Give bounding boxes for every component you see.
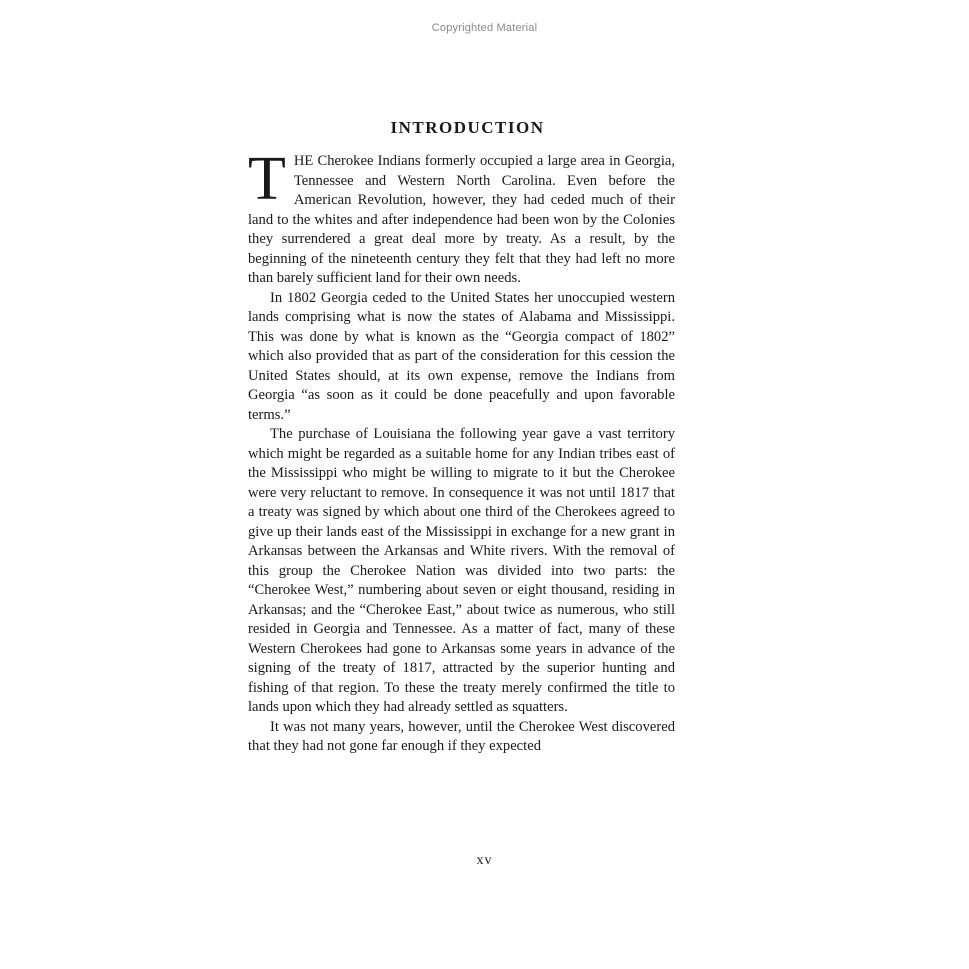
first-paragraph bbox=[248, 145, 675, 289]
paragraph-3: The purchase of Louisiana the following year gave a vast territory which might be regarded as a suitable home for any Indian tribes east of the Mississippi who might be willing to migrate to it but the Cherokee were very reluctant to remove. In consequence it was not until 1817 that a treaty was signed by which about one third of the Cherokees agreed to give up their lands east of the Mississippi in exchange for a new grant in Arkansas between the Arkansas and White rivers. With the removal of this group the Cherokee Nation was divided into two parts: the “Cherokee West,” numbering about seven or eight thousand, residing in Arkansas; and the “Cherokee East,” about twice as numerous, who still resided in Georgia and Tennessee. As a matter of fact, many of these Western Cherokees had gone to Arkansas some years in advance of the signing of the treaty of 1817, attracted by the superior hunting and fishing of that region. To these the treaty merely confirmed the title to lands upon which they had already settled as squatters. bbox=[248, 426, 675, 715]
drop-cap: T bbox=[248, 145, 286, 213]
page-body bbox=[248, 118, 675, 757]
page-number: xv bbox=[476, 853, 493, 868]
first-paragraph-text bbox=[248, 145, 675, 289]
copyright-watermark: Copyrighted Material bbox=[431, 22, 538, 34]
first-paragraph-rest: HE Cherokee Indians formerly occupied a large area in Georgia, Tennessee and Western North Carolina. Even before the American Revolution, however, they had ceded much of their land to the whites and after independence had been won by the Colonies they surrendered a great deal more by treaty. As a result, by the beginning of the nineteenth century they felt that they had left no more than barely sufficient land for their own needs. bbox=[248, 153, 675, 286]
paragraph-2: In 1802 Georgia ceded to the United States her unoccupied western lands comprising what is now the states of Alabama and Mississippi. This was done by what is known as the “Georgia compact of 1802” which also provided that as part of the consideration for this cession the United States should, at its own expense, remove the Indians from Georgia “as soon as it could be done peacefully and upon favorable terms.” bbox=[248, 289, 675, 423]
chapter-title: INTRODUCTION bbox=[390, 118, 545, 137]
paragraph-4: It was not many years, however, until the Cherokee West discovered that they had not gone far enough if they expected bbox=[248, 718, 675, 754]
